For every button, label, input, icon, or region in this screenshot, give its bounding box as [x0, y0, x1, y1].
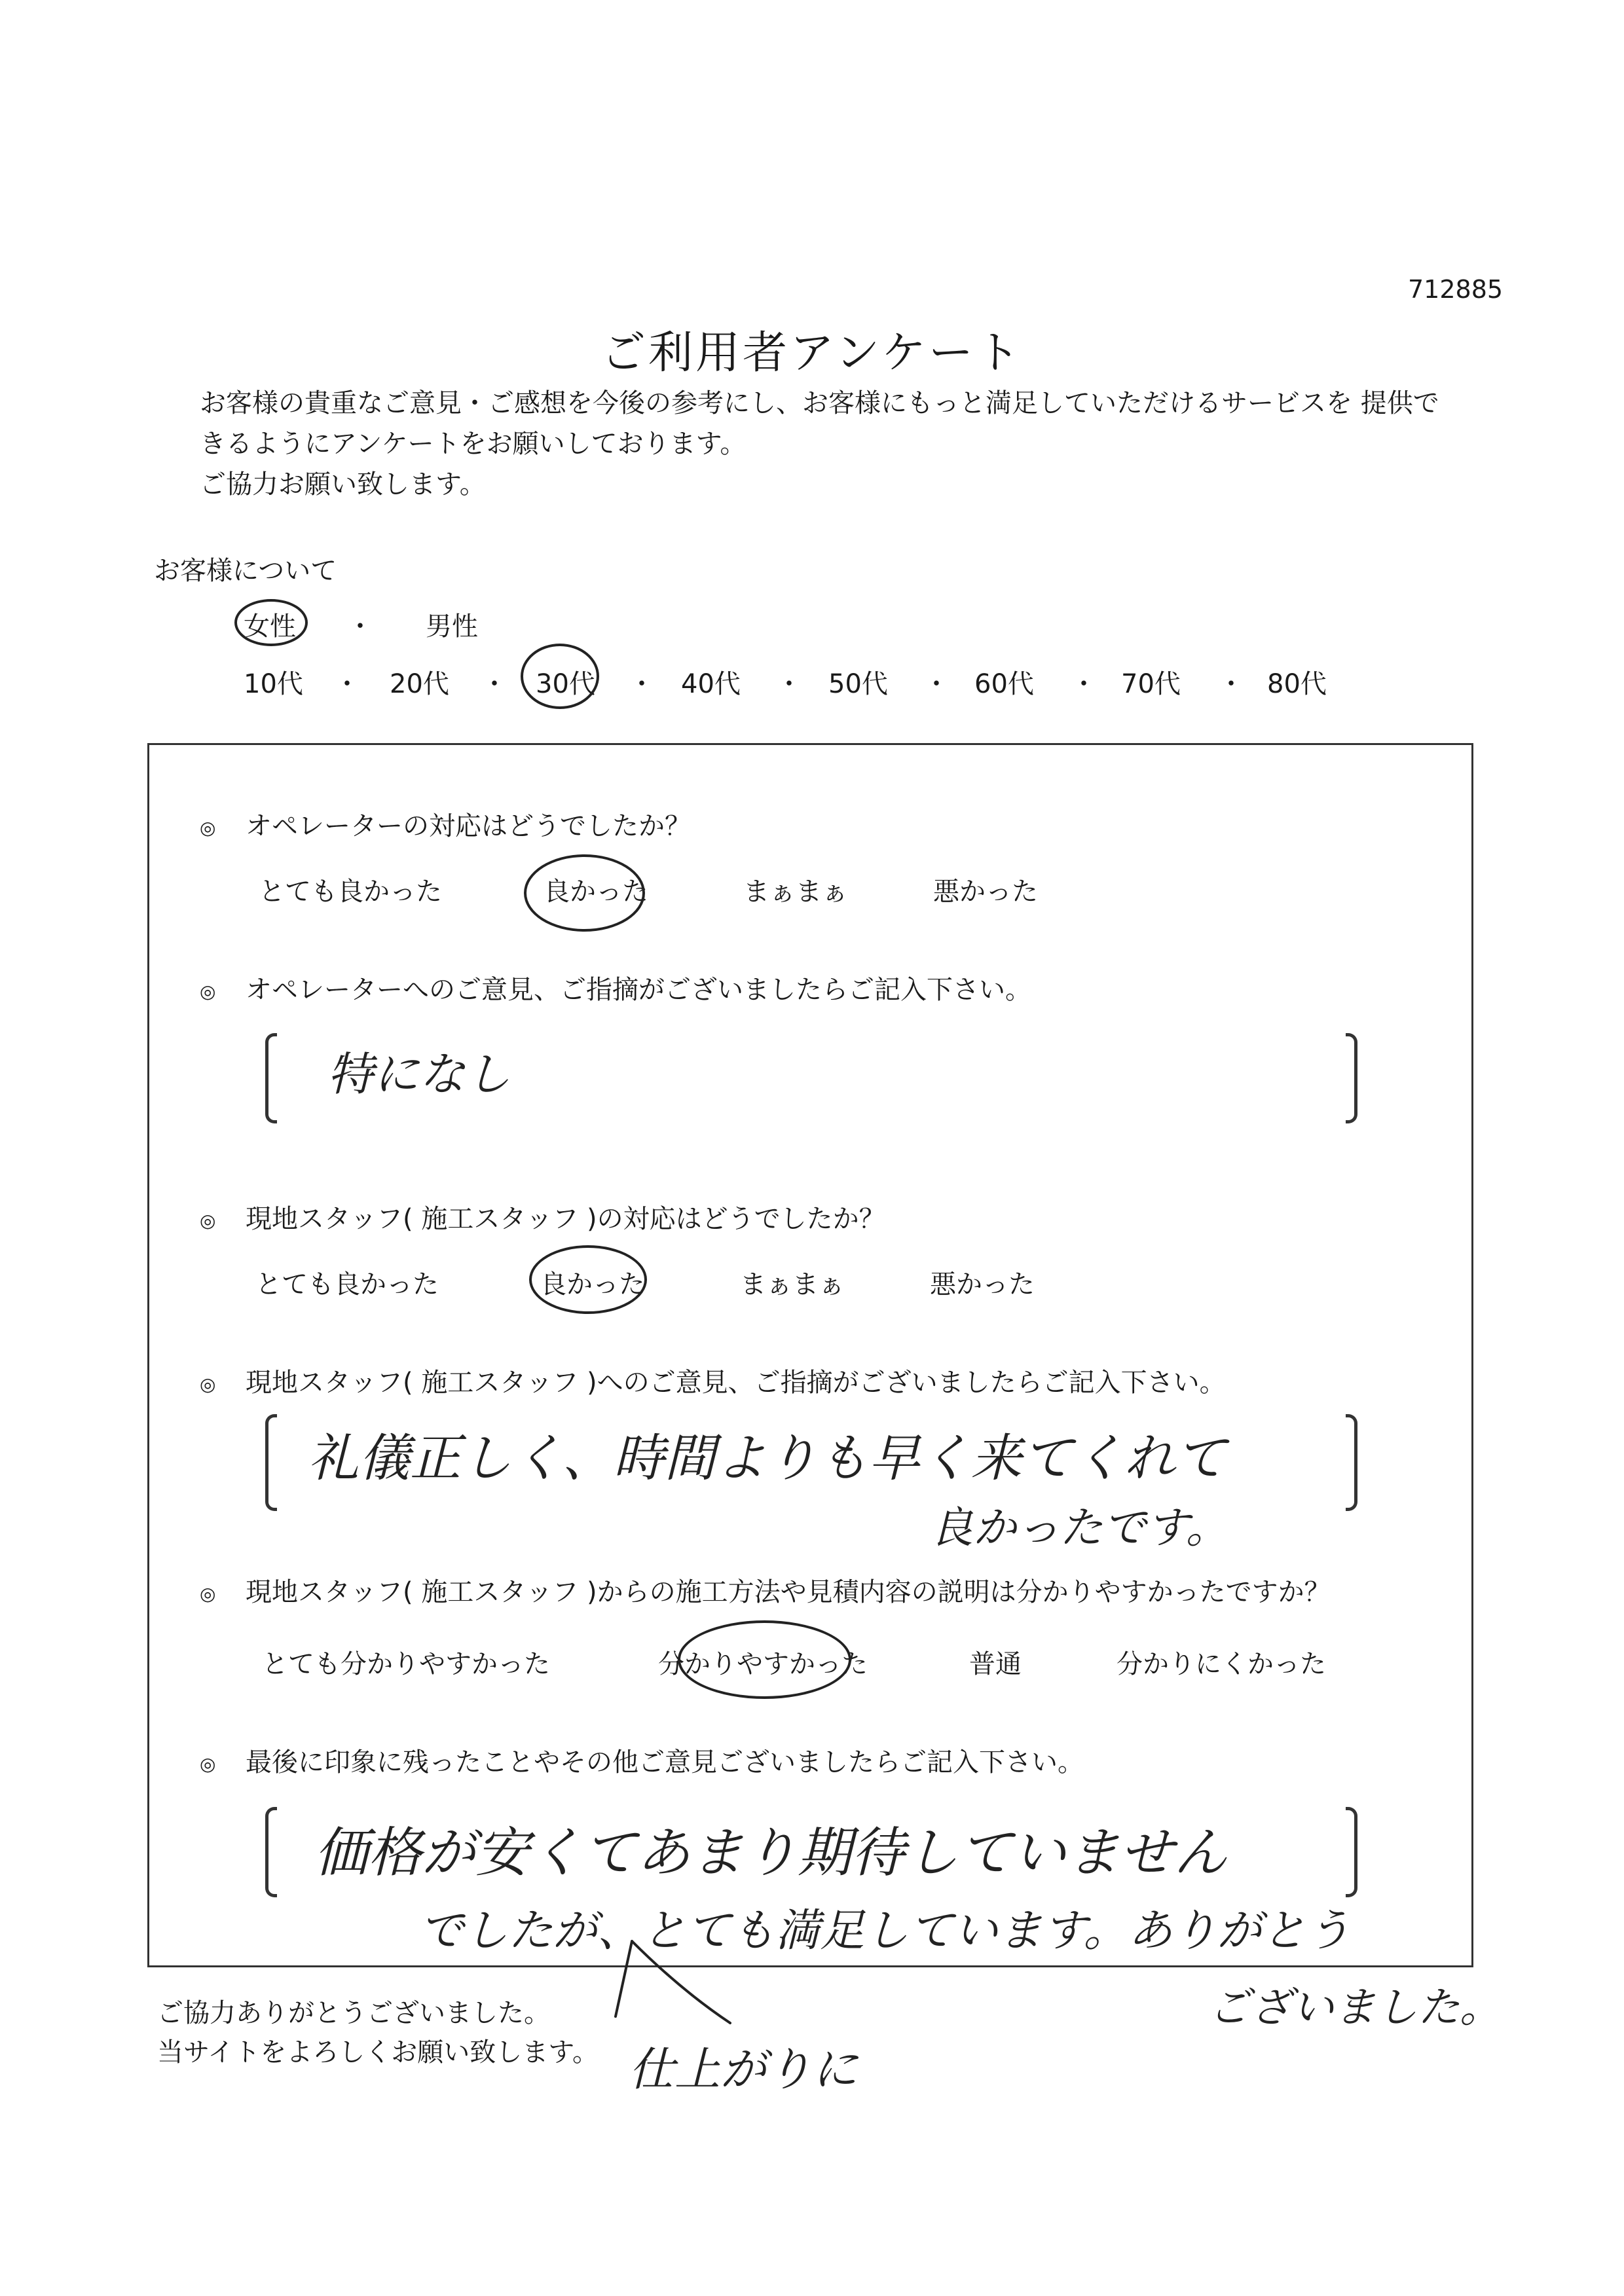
age-separator: ・	[629, 669, 655, 699]
bullet-icon: ◎	[200, 816, 216, 839]
footer-text	[157, 1994, 599, 2072]
q3-option-so-so[interactable]: まぁまぁ	[740, 1269, 845, 1300]
age-separator: ・	[923, 669, 950, 699]
question-1-text: オペレーターの対応はどうでしたか？	[246, 811, 691, 841]
age-option-10s[interactable]: 10代	[244, 669, 303, 699]
age-separator: ・	[1218, 669, 1244, 699]
q3-option-very-good[interactable]: とても良かった	[255, 1269, 439, 1300]
q6-handwritten-answer-line-3: ございました。	[1208, 1984, 1502, 2032]
document-id: 712885	[1408, 275, 1504, 304]
question-5-text: 現地スタッフ( 施工スタッフ )からの施工方法や見積内容の説明は分かりやすかったですか？	[246, 1577, 1331, 1607]
intro-line-1: お客様の貴重なご意見・ご感想を今後の参考にし、お客様にもっと満足していただけるサービスを 提供で	[200, 388, 1439, 418]
q1-option-very-good[interactable]: とても良かった	[259, 877, 442, 907]
bullet-icon: ◎	[200, 1373, 216, 1395]
q4-handwritten-answer-line-2: 良かったです。	[930, 1503, 1229, 1553]
question-4-text: 現地スタッフ( 施工スタッフ )へのご意見、ご指摘がございましたらご記入下さい。	[246, 1368, 1226, 1398]
q3-option-good[interactable]: 良かった	[540, 1269, 645, 1300]
q3-option-bad[interactable]: 悪かった	[930, 1269, 1035, 1300]
question-2-text: オペレーターへのご意見、ご指摘がございましたらご記入下さい。	[246, 975, 1031, 1005]
footer-line-1: ご協力ありがとうございました。	[157, 1998, 550, 2028]
q2-handwritten-answer: 特になし	[327, 1048, 511, 1101]
gender-separator: ・	[347, 611, 373, 642]
q1-option-so-so[interactable]: まぁまぁ	[743, 877, 848, 907]
age-separator: ・	[334, 669, 360, 699]
age-option-60s[interactable]: 60代	[974, 669, 1034, 699]
q1-option-bad[interactable]: 悪かった	[933, 877, 1038, 907]
q6-handwritten-insert: 仕上がりに	[629, 2043, 858, 2096]
bullet-icon: ◎	[200, 1753, 216, 1775]
question-6-text: 最後に印象に残ったことやその他ご意見ございましたらご記入下さい。	[246, 1747, 1084, 1777]
intro-line-2: きるようにアンケートをお願いしております。	[200, 429, 747, 459]
q5-option-clear[interactable]: 分かりやすかった	[658, 1649, 868, 1679]
footer-line-2: 当サイトをよろしくお願い致します。	[157, 2037, 599, 2068]
q5-option-unclear[interactable]: 分かりにくかった	[1116, 1649, 1326, 1679]
age-option-20s[interactable]: 20代	[390, 669, 449, 699]
age-option-30s[interactable]: 30代	[536, 669, 595, 699]
gender-option-female[interactable]: 女性	[244, 611, 296, 642]
q5-option-very-clear[interactable]: とても分かりやすかった	[262, 1649, 550, 1679]
bullet-icon: ◎	[200, 1582, 216, 1605]
gender-option-male[interactable]: 男性	[426, 611, 478, 642]
bullet-icon: ◎	[200, 1209, 216, 1231]
intro-line-3: ご協力お願い致します。	[200, 469, 486, 500]
age-separator: ・	[1071, 669, 1097, 699]
page-title: ご利用者アンケート	[601, 327, 1023, 379]
age-separator: ・	[776, 669, 802, 699]
q5-option-normal[interactable]: 普通	[969, 1649, 1022, 1679]
about-section-title: お客様について	[154, 556, 337, 586]
bullet-icon: ◎	[200, 980, 216, 1002]
age-option-80s[interactable]: 80代	[1267, 669, 1327, 699]
q1-option-good[interactable]: 良かった	[544, 877, 648, 907]
age-option-50s[interactable]: 50代	[828, 669, 888, 699]
age-option-40s[interactable]: 40代	[681, 669, 741, 699]
q4-handwritten-answer-line-1: 礼儀正しく、時間よりも早く来てくれて	[308, 1429, 1227, 1488]
question-3-text: 現地スタッフ( 施工スタッフ )の対応はどうでしたか？	[246, 1204, 885, 1234]
age-separator: ・	[481, 669, 507, 699]
q6-handwritten-answer-line-1: 価格が安くてあまり期待していません	[314, 1822, 1227, 1884]
q6-handwritten-answer-line-2: でしたが、とても満足しています。ありがとう	[419, 1905, 1351, 1957]
age-option-70s[interactable]: 70代	[1121, 669, 1181, 699]
